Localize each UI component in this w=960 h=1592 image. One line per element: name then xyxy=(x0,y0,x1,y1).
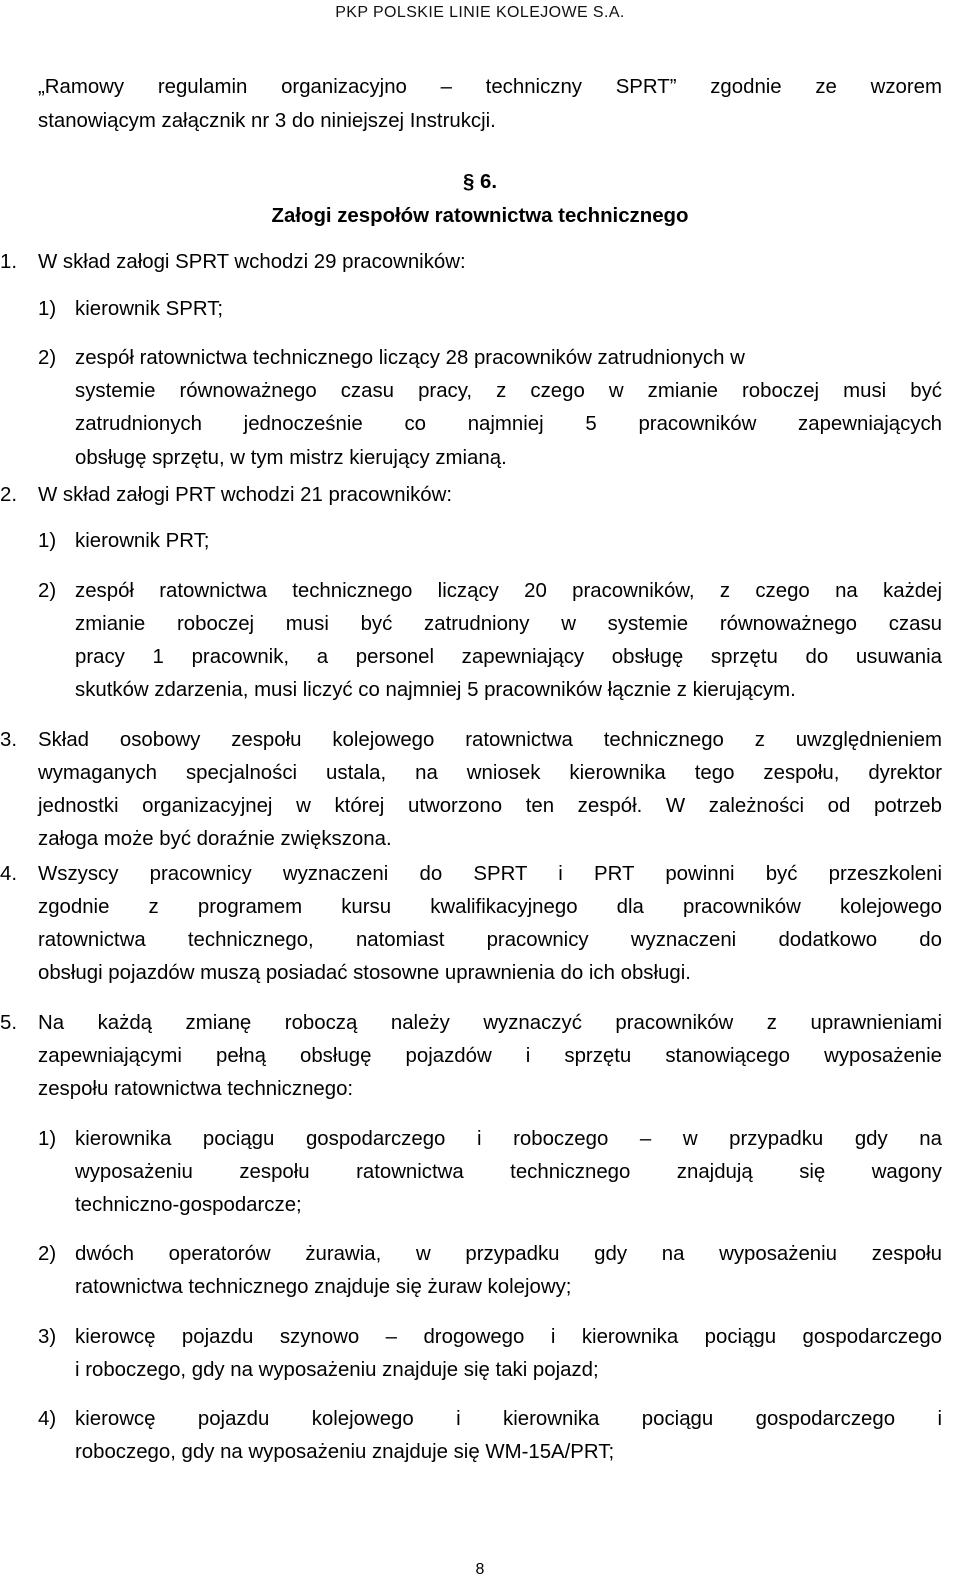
p1-item-2-number: 2) xyxy=(38,347,57,369)
paragraph-4-number: 4. xyxy=(0,863,18,885)
document-header: PKP POLSKIE LINIE KOLEJOWE S.A. xyxy=(335,4,625,21)
paragraph-3-number: 3. xyxy=(0,729,18,751)
paragraph-1-text: W skład załogi SPRT wchodzi 29 pracowników: xyxy=(38,251,466,273)
paragraph-4-line-3: ratownictwa technicznego, natomiast pracownicy wyznaczeni dodatkowo do xyxy=(38,929,942,951)
p5-item-1-line-2: wyposażeniu zespołu ratownictwa technicznego znajdują się wagony xyxy=(75,1161,942,1183)
paragraph-5-line-1: Na każdą zmianę roboczą należy wyznaczyć pracowników z uprawnieniami xyxy=(38,1012,942,1034)
p5-item-2-number: 2) xyxy=(38,1243,57,1265)
paragraph-2-number: 2. xyxy=(0,484,18,506)
paragraph-5-number: 5. xyxy=(0,1012,18,1034)
paragraph-3-line-3: jednostki organizacyjnej w której utworzono ten zespół. W zależności od potrzeb xyxy=(38,795,942,817)
p1-item-2-line-1: zespół ratownictwa technicznego liczący 28 pracowników zatrudnionych w xyxy=(75,347,745,369)
p5-item-3-number: 3) xyxy=(38,1326,57,1348)
p5-item-3-line-2: i roboczego, gdy na wyposażeniu znajduje się taki pojazd; xyxy=(75,1359,599,1381)
p5-item-4-line-2: roboczego, gdy na wyposażeniu znajduje się WM-15A/PRT; xyxy=(75,1441,615,1463)
paragraph-4-line-2: zgodnie z programem kursu kwalifikacyjnego dla pracowników kolejowego xyxy=(38,896,942,918)
p2-item-1-number: 1) xyxy=(38,530,57,552)
paragraph-3-line-4: załoga może być doraźnie zwiększona. xyxy=(38,828,392,850)
p2-item-2-line-4: skutków zdarzenia, musi liczyć co najmniej 5 pracowników łącznie z kierującym. xyxy=(75,679,796,701)
p1-item-2-line-4: obsługę sprzętu, w tym mistrz kierujący zmianą. xyxy=(75,447,507,469)
section-title: Załogi zespołów ratownictwa technicznego xyxy=(271,205,689,227)
p5-item-4-number: 4) xyxy=(38,1408,57,1430)
p1-item-1-text: kierownik SPRT; xyxy=(75,298,224,320)
p5-item-1-line-3: techniczno-gospodarcze; xyxy=(75,1194,302,1216)
p5-item-2-line-2: ratownictwa technicznego znajduje się żuraw kolejowy; xyxy=(75,1276,572,1298)
paragraph-5-line-3: zespołu ratownictwa technicznego: xyxy=(38,1078,354,1100)
intro-line-1: „Ramowy regulamin organizacyjno – techniczny SPRT” zgodnie ze wzorem xyxy=(38,76,942,98)
paragraph-4-line-4: obsługi pojazdów muszą posiadać stosowne uprawnienia do ich obsługi. xyxy=(38,962,691,984)
paragraph-4-line-1: Wszyscy pracownicy wyznaczeni do SPRT i PRT powinni być przeszkoleni xyxy=(38,863,942,885)
p5-item-2-line-1: dwóch operatorów żurawia, w przypadku gdy na wyposażeniu zespołu xyxy=(75,1243,942,1265)
p2-item-2-line-2: zmianie roboczej musi być zatrudniony w systemie równoważnego czasu xyxy=(75,613,942,635)
paragraph-3-line-2: wymaganych specjalności ustala, na wniosek kierownika tego zespołu, dyrektor xyxy=(38,762,942,784)
p2-item-2-line-3: pracy 1 pracownik, a personel zapewniający obsługę sprzętu do usuwania xyxy=(75,646,942,668)
p5-item-3-line-1: kierowcę pojazdu szynowo – drogowego i kierownika pociągu gospodarczego xyxy=(75,1326,942,1348)
p1-item-2-line-2: systemie równoważnego czasu pracy, z czego w zmianie roboczej musi być xyxy=(75,380,942,402)
intro-line-2: stanowiącym załącznik nr 3 do niniejszej Instrukcji. xyxy=(38,110,496,132)
p5-item-4-line-1: kierowcę pojazdu kolejowego i kierownika pociągu gospodarczego i xyxy=(75,1408,942,1430)
p5-item-1-number: 1) xyxy=(38,1128,57,1150)
paragraph-3-line-1: Skład osobowy zespołu kolejowego ratownictwa technicznego z uwzględnieniem xyxy=(38,729,942,751)
p2-item-1-text: kierownik PRT; xyxy=(75,530,210,552)
p2-item-2-line-1: zespół ratownictwa technicznego liczący 20 pracowników, z czego na każdej xyxy=(75,580,942,602)
p1-item-2-line-3: zatrudnionych jednocześnie co najmniej 5 pracowników zapewniających xyxy=(75,413,942,435)
paragraph-1-number: 1. xyxy=(0,251,18,273)
paragraph-5-line-2: zapewniającymi pełną obsługę pojazdów i sprzętu stanowiącego wyposażenie xyxy=(38,1045,942,1067)
p5-item-1-line-1: kierownika pociągu gospodarczego i roboczego – w przypadku gdy na xyxy=(75,1128,942,1150)
section-number: § 6. xyxy=(462,171,497,193)
page-number: 8 xyxy=(475,1561,485,1578)
p1-item-1-number: 1) xyxy=(38,298,57,320)
paragraph-2-text: W skład załogi PRT wchodzi 21 pracowników: xyxy=(38,484,453,506)
p2-item-2-number: 2) xyxy=(38,580,57,602)
